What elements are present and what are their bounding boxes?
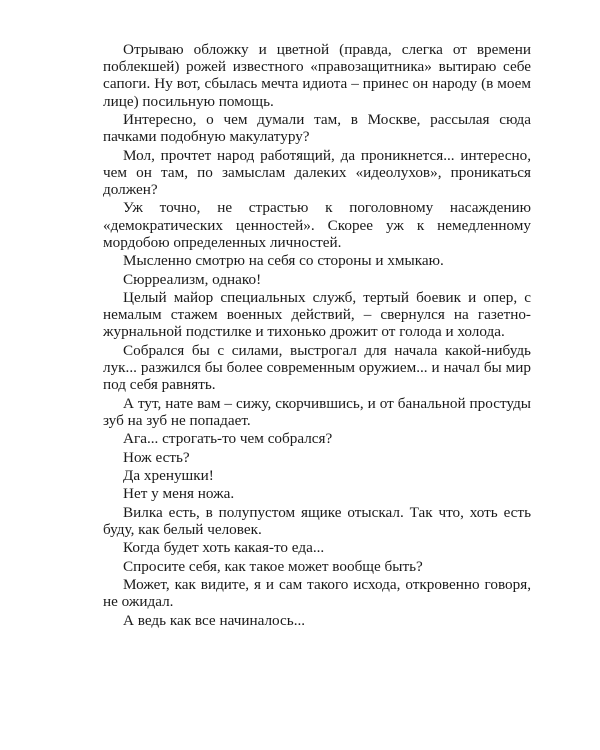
paragraph: Ага... строгать-то чем собрался? — [123, 430, 333, 448]
paragraph: Отрываю обложку и цветной (правда, слегка от времени поблекшей) рожей известного «правозащитника» вытираю себе сапоги. Ну вот, сбылась мечта идиота – принес он народу (в моем лице) посильную помощь. — [103, 41, 531, 110]
body-text — [103, 41, 531, 630]
paragraph: Целый майор специальных служб, тертый боевик и опер, с немалым стажем военных действий, – свернулся на газетно-журнальной подстилке и тихонько дрожит от голода и холода. — [103, 288, 531, 341]
paragraph: Собрался бы с силами, выстрогал для начала какой-нибудь лук... разжился бы более современным оружием... и начал бы мир под себя равнять. — [103, 341, 531, 394]
paragraph: А ведь как все начиналось... — [123, 611, 306, 629]
paragraph: Сюрреализм, однако! — [123, 270, 262, 288]
paragraph: А тут, нате вам – сижу, скорчившись, и от банальной простуды зуб на зуб не попадает. — [103, 394, 531, 429]
paragraph: Когда будет хоть какая-то еда... — [123, 539, 325, 557]
paragraph: Спросите себя, как такое может вообще быть? — [123, 557, 423, 575]
paragraph: Вилка есть, в полупустом ящике отыскал. Так что, хоть есть буду, как белый человек. — [103, 503, 531, 538]
paragraph: Уж точно, не страстью к поголовному насаждению «демократических ценностей». Скорее уж к немедленному мордобою определенных личностей. — [103, 199, 531, 251]
paragraph: Может, как видите, я и сам такого исхода, откровенно говоря, не ожидал. — [103, 576, 531, 611]
paragraph: Интересно, о чем думали там, в Москве, рассылая сюда пачками подобную макулатуру? — [103, 111, 531, 146]
paragraph: Мол, прочтет народ работящий, да проникнется... интересно, чем он там, по замыслам далеких «идеолухов», проникаться должен? — [103, 146, 531, 198]
paragraph: Да хренушки! — [123, 466, 214, 484]
paragraph: Мысленно смотрю на себя со стороны и хмыкаю. — [123, 252, 444, 270]
paragraph: Нет у меня ножа. — [123, 485, 235, 503]
paragraph: Нож есть? — [123, 448, 190, 466]
